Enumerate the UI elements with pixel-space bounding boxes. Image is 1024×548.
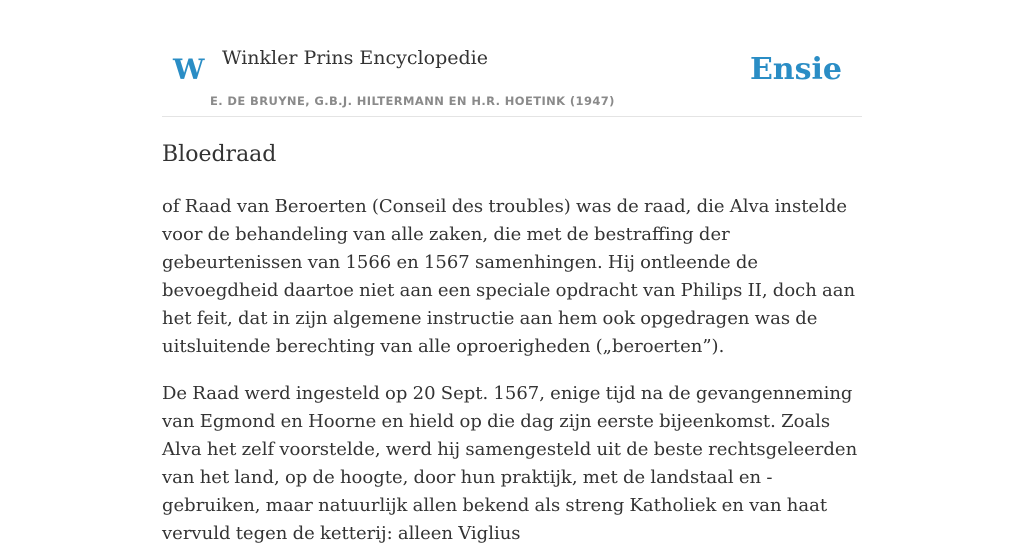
- brand-logo-link[interactable]: Ensie: [749, 52, 842, 87]
- article-paragraph: De Raad werd ingesteld op 20 Sept. 1567, enige tijd na de gevangenneming van Egmond en Hoorne en hield op die dag zijn eerste bijeenkomst. Zoals Alva het zelf voorstelde, werd hij samengesteld uit de beste rechtsgeleerden van het land, op de hoogte, door hun praktijk, met de landstaal en -gebruiken, maar natuurlijk allen bekend als streng Katholiek en van haat vervuld tegen de ketterij: alleen Viglius: [162, 383, 858, 544]
- article-title: Bloedraad: [162, 142, 277, 167]
- site-header: [162, 0, 862, 117]
- article-paragraph: of Raad van Beroerten (Conseil des troubles) was de raad, die Alva instelde voor de behandeling van alle zaken, die met de bestraffing der gebeurtenissen van 1566 en 1567 samenhingen. Hij ontleende de bevoegdheid daartoe niet aan een speciale opdracht van Philips II, doch aan het feit, dat in zijn algemene instructie aan hem ook opgedragen was de uitsluitende berechting van alle oproerigheden („beroerten”).: [162, 196, 856, 357]
- publication-logo-icon[interactable]: W: [173, 53, 205, 86]
- publication-authors: E. DE BRUYNE, G.B.J. HILTERMANN EN H.R. HOETINK (1947): [210, 94, 615, 108]
- publication-title[interactable]: Winkler Prins Encyclopedie: [222, 47, 488, 69]
- article: [162, 138, 862, 548]
